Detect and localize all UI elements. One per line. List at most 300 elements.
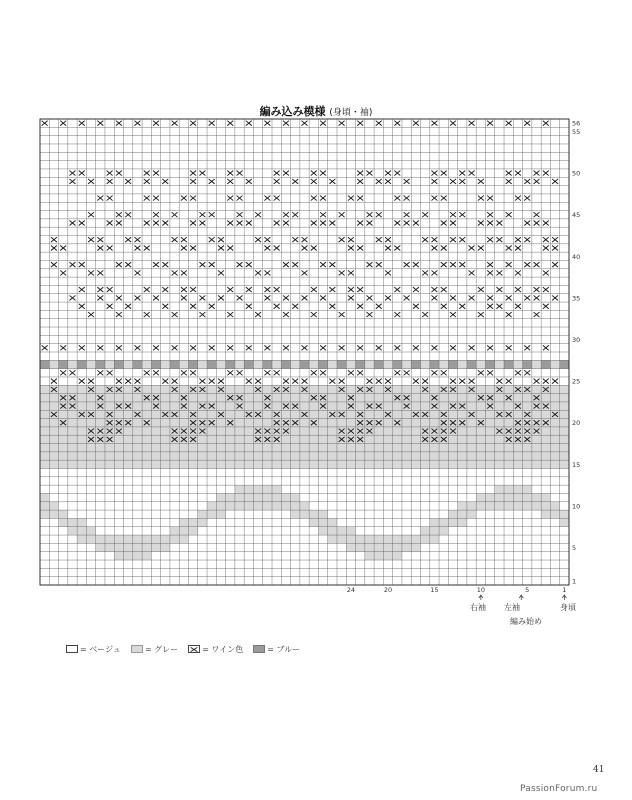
wave-cell (253, 485, 262, 493)
gray-cell (170, 402, 179, 410)
gray-cell (244, 452, 253, 460)
gray-cell (151, 444, 160, 452)
gray-cell (309, 410, 318, 418)
row-number-label: 10 (572, 502, 581, 511)
gray-cell (402, 419, 411, 427)
gray-cell (504, 444, 513, 452)
wave-cell (114, 552, 123, 560)
gray-cell (541, 427, 550, 435)
blue-cell (467, 360, 476, 368)
gray-cell (337, 452, 346, 460)
gray-cell (356, 460, 365, 468)
wave-cell (235, 485, 244, 493)
wave-cell (142, 543, 151, 551)
gray-cell (244, 427, 253, 435)
wave-cell (179, 535, 188, 543)
col-number-label: 20 (383, 586, 393, 594)
blue-cell (476, 360, 485, 368)
blue-cell (77, 360, 86, 368)
wave-cell (495, 502, 504, 510)
wave-cell (356, 543, 365, 551)
gray-cell (467, 402, 476, 410)
gray-cell (430, 460, 439, 468)
gray-cell (393, 402, 402, 410)
gray-cell (393, 452, 402, 460)
gray-cell (309, 402, 318, 410)
gray-cell (513, 410, 522, 418)
gray-cell (402, 385, 411, 393)
wave-cell (513, 485, 522, 493)
blue-cell (402, 360, 411, 368)
gray-cell (550, 444, 559, 452)
gray-cell (560, 394, 569, 402)
gray-cell (504, 452, 513, 460)
gray-cell (216, 419, 225, 427)
gray-cell (374, 427, 383, 435)
blue-cell (161, 360, 170, 368)
gray-cell (365, 410, 374, 418)
gray-cell (318, 410, 327, 418)
wave-cell (383, 535, 392, 543)
gray-cell (96, 444, 105, 452)
gray-cell (485, 452, 494, 460)
gray-cell (244, 419, 253, 427)
gray-cell (216, 452, 225, 460)
gray-cell (49, 419, 58, 427)
gray-cell (328, 419, 337, 427)
gray-cell (448, 444, 457, 452)
gray-cell (439, 460, 448, 468)
gray-cell (485, 460, 494, 468)
gray-cell (300, 460, 309, 468)
gray-cell (560, 444, 569, 452)
wave-cell (485, 493, 494, 501)
wave-cell (439, 518, 448, 526)
gray-cell (309, 444, 318, 452)
wave-cell (421, 527, 430, 535)
wave-cell (365, 535, 374, 543)
gray-cell (421, 460, 430, 468)
gray-cell (346, 460, 355, 468)
wave-cell (318, 527, 327, 535)
gray-cell (40, 435, 49, 443)
gray-cell (328, 427, 337, 435)
gray-cell (383, 444, 392, 452)
gray-cell (337, 394, 346, 402)
wave-cell (161, 535, 170, 543)
gray-cell (346, 410, 355, 418)
wave-cell (281, 502, 290, 510)
gray-cell (86, 444, 95, 452)
gray-cell (291, 444, 300, 452)
gray-cell (300, 402, 309, 410)
gray-cell (550, 460, 559, 468)
gray-cell (309, 460, 318, 468)
gray-cell (263, 385, 272, 393)
gray-cell (467, 444, 476, 452)
wave-cell (393, 535, 402, 543)
wave-cell (411, 535, 420, 543)
gray-cell (151, 452, 160, 460)
gray-cell (328, 444, 337, 452)
gray-cell (346, 385, 355, 393)
wave-cell (151, 543, 160, 551)
gray-cell (300, 435, 309, 443)
gray-cell (430, 410, 439, 418)
gray-cell (253, 419, 262, 427)
wave-cell (318, 518, 327, 526)
wave-cell (523, 502, 532, 510)
blue-cell (374, 360, 383, 368)
gray-cell (207, 410, 216, 418)
wave-cell (346, 543, 355, 551)
gray-cell (513, 394, 522, 402)
wave-cell (411, 543, 420, 551)
wave-cell (337, 535, 346, 543)
legend-swatch-beige (66, 645, 78, 653)
gray-cell (86, 419, 95, 427)
gray-cell (40, 444, 49, 452)
wave-cell (346, 535, 355, 543)
wave-cell (179, 518, 188, 526)
gray-cell (161, 385, 170, 393)
wave-cell (560, 510, 569, 518)
gray-cell (523, 460, 532, 468)
wave-cell (272, 485, 281, 493)
gray-cell (550, 452, 559, 460)
gray-cell (560, 427, 569, 435)
wave-cell (244, 485, 253, 493)
wave-cell (207, 502, 216, 510)
gray-cell (253, 452, 262, 460)
wave-cell (59, 510, 68, 518)
gray-cell (560, 385, 569, 393)
gray-cell (133, 452, 142, 460)
gray-cell (374, 452, 383, 460)
wave-cell (235, 502, 244, 510)
gray-cell (560, 452, 569, 460)
gray-cell (467, 427, 476, 435)
wave-cell (216, 502, 225, 510)
gray-cell (59, 427, 68, 435)
gray-cell (207, 444, 216, 452)
gray-cell (226, 410, 235, 418)
gray-cell (161, 435, 170, 443)
wave-cell (263, 493, 272, 501)
wave-cell (198, 518, 207, 526)
gray-cell (560, 410, 569, 418)
gray-cell (114, 452, 123, 460)
gray-cell (77, 427, 86, 435)
gray-cell (550, 419, 559, 427)
gray-cell (411, 385, 420, 393)
gray-cell (49, 427, 58, 435)
gray-cell (458, 394, 467, 402)
blue-cell (393, 360, 402, 368)
wave-cell (291, 493, 300, 501)
blue-cell (216, 360, 225, 368)
wave-cell (476, 493, 485, 501)
gray-cell (77, 394, 86, 402)
gray-cell (142, 385, 151, 393)
wave-cell (77, 527, 86, 535)
blue-cell (291, 360, 300, 368)
gray-cell (207, 427, 216, 435)
wave-cell (550, 510, 559, 518)
gray-cell (495, 460, 504, 468)
blue-cell (188, 360, 197, 368)
gray-cell (532, 410, 541, 418)
gray-cell (244, 394, 253, 402)
blue-cell (40, 360, 49, 368)
blue-cell (68, 360, 77, 368)
wave-cell (281, 493, 290, 501)
wave-cell (272, 502, 281, 510)
gray-cell (467, 419, 476, 427)
gray-cell (439, 394, 448, 402)
blue-cell (328, 360, 337, 368)
gray-cell (49, 402, 58, 410)
legend-swatch-wine (188, 645, 200, 653)
gray-cell (495, 402, 504, 410)
wave-cell (188, 518, 197, 526)
gray-cell (86, 394, 95, 402)
gray-cell (161, 419, 170, 427)
blue-cell (337, 360, 346, 368)
gray-cell (318, 435, 327, 443)
gray-cell (291, 452, 300, 460)
gray-cell (133, 460, 142, 468)
gray-cell (467, 394, 476, 402)
gray-cell (328, 385, 337, 393)
row-number-label: 55 (572, 127, 581, 136)
wave-cell (272, 493, 281, 501)
gray-cell (59, 452, 68, 460)
blue-cell (485, 360, 494, 368)
gray-cell (263, 460, 272, 468)
wave-cell (495, 493, 504, 501)
gray-cell (133, 402, 142, 410)
wave-cell (541, 502, 550, 510)
gray-cell (151, 385, 160, 393)
gray-cell (458, 444, 467, 452)
gray-cell (393, 410, 402, 418)
wave-cell (40, 510, 49, 518)
blue-cell (309, 360, 318, 368)
gray-cell (513, 444, 522, 452)
gray-cell (253, 402, 262, 410)
gray-cell (216, 427, 225, 435)
gray-cell (105, 452, 114, 460)
gray-cell (550, 435, 559, 443)
gray-cell (476, 452, 485, 460)
wave-cell (77, 535, 86, 543)
gray-cell (59, 460, 68, 468)
gray-cell (133, 435, 142, 443)
gray-cell (346, 444, 355, 452)
blue-cell (300, 360, 309, 368)
gray-cell (40, 394, 49, 402)
wave-cell (161, 543, 170, 551)
gray-cell (235, 435, 244, 443)
gray-cell (235, 444, 244, 452)
gray-cell (49, 452, 58, 460)
gray-cell (96, 452, 105, 460)
gray-cell (532, 385, 541, 393)
wave-cell (467, 510, 476, 518)
legend-swatch-gray (131, 645, 143, 653)
gray-cell (151, 419, 160, 427)
gray-cell (253, 444, 262, 452)
wave-cell (430, 535, 439, 543)
blue-cell (244, 360, 253, 368)
wave-cell (532, 502, 541, 510)
wave-cell (448, 518, 457, 526)
wave-cell (124, 543, 133, 551)
wave-cell (133, 552, 142, 560)
gray-cell (328, 394, 337, 402)
gray-cell (374, 410, 383, 418)
gray-cell (318, 452, 327, 460)
gray-cell (151, 427, 160, 435)
gray-cell (504, 402, 513, 410)
wave-cell (523, 485, 532, 493)
gray-cell (532, 435, 541, 443)
gray-cell (133, 394, 142, 402)
wave-cell (114, 543, 123, 551)
wave-cell (504, 485, 513, 493)
blue-cell (504, 360, 513, 368)
gray-cell (402, 427, 411, 435)
blue-cell (458, 360, 467, 368)
legend-label-blue: = ブルー (267, 644, 301, 654)
wave-cell (216, 510, 225, 518)
wave-cell (49, 502, 58, 510)
gray-cell (207, 394, 216, 402)
gray-cell (393, 385, 402, 393)
gray-cell (421, 452, 430, 460)
gray-cell (550, 402, 559, 410)
gray-cell (235, 385, 244, 393)
blue-cell (550, 360, 559, 368)
gray-cell (439, 444, 448, 452)
wave-cell (374, 543, 383, 551)
gray-cell (476, 427, 485, 435)
legend-label-gray: = グレー (144, 644, 179, 654)
gray-cell (133, 419, 142, 427)
gray-cell (207, 460, 216, 468)
gray-cell (86, 452, 95, 460)
gray-cell (188, 444, 197, 452)
gray-cell (49, 444, 58, 452)
gray-cell (142, 402, 151, 410)
wave-cell (40, 502, 49, 510)
gray-cell (383, 460, 392, 468)
gray-cell (476, 460, 485, 468)
gray-cell (541, 460, 550, 468)
gray-cell (291, 427, 300, 435)
gray-cell (68, 427, 77, 435)
gray-cell (244, 444, 253, 452)
blue-cell (179, 360, 188, 368)
gray-cell (96, 419, 105, 427)
gray-cell (77, 402, 86, 410)
gray-cell (179, 419, 188, 427)
gray-cell (86, 402, 95, 410)
row-number-label: 25 (572, 377, 581, 386)
gray-cell (365, 460, 374, 468)
gray-cell (124, 435, 133, 443)
gray-cell (291, 394, 300, 402)
wave-cell (421, 535, 430, 543)
gray-cell (485, 385, 494, 393)
gray-cell (198, 410, 207, 418)
gray-cell (504, 419, 513, 427)
blue-cell (541, 360, 550, 368)
gray-cell (365, 452, 374, 460)
wave-cell (86, 535, 95, 543)
gray-cell (365, 444, 374, 452)
gray-cell (421, 444, 430, 452)
wave-cell (291, 510, 300, 518)
gray-cell (170, 444, 179, 452)
begin-label: 編み始め (510, 617, 542, 626)
wave-cell (96, 543, 105, 551)
wave-cell (59, 518, 68, 526)
gray-cell (68, 435, 77, 443)
gray-cell (161, 452, 170, 460)
gray-cell (550, 385, 559, 393)
page-number: 41 (593, 765, 605, 775)
gray-cell (142, 460, 151, 468)
gray-cell (495, 452, 504, 460)
gray-cell (328, 402, 337, 410)
gray-cell (142, 435, 151, 443)
gray-cell (300, 452, 309, 460)
gray-cell (216, 402, 225, 410)
gray-cell (68, 419, 77, 427)
gray-cell (235, 419, 244, 427)
gray-cell (105, 402, 114, 410)
gray-cell (421, 402, 430, 410)
gray-cell (393, 435, 402, 443)
gray-cell (291, 410, 300, 418)
blue-cell (105, 360, 114, 368)
gray-cell (170, 394, 179, 402)
wave-cell (300, 502, 309, 510)
row-number-label: 45 (572, 211, 581, 220)
gray-cell (318, 419, 327, 427)
gray-cell (77, 435, 86, 443)
gray-cell (272, 460, 281, 468)
wave-cell (142, 552, 151, 560)
wave-cell (402, 543, 411, 551)
gray-cell (124, 460, 133, 468)
gray-cell (263, 410, 272, 418)
gray-cell (467, 435, 476, 443)
wave-cell (458, 502, 467, 510)
gray-cell (68, 452, 77, 460)
gray-cell (77, 419, 86, 427)
gray-cell (105, 460, 114, 468)
gray-cell (281, 435, 290, 443)
gray-cell (365, 394, 374, 402)
wave-cell (114, 535, 123, 543)
gray-cell (458, 385, 467, 393)
gray-cell (124, 444, 133, 452)
gray-cell (337, 402, 346, 410)
gray-cell (142, 452, 151, 460)
